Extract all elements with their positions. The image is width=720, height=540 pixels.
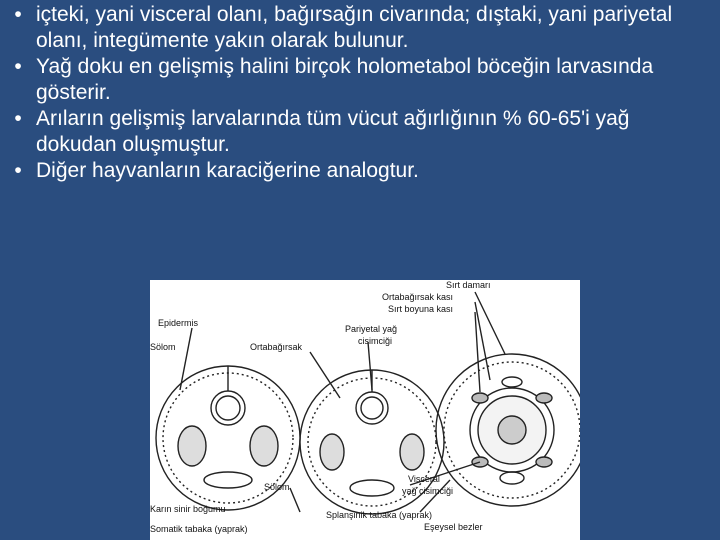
label-sirt-damari: Sırt damarı — [446, 280, 491, 290]
bullet-text: Arıların gelişmiş larvalarında tüm vücut ağırlığının % 60-65'i yağ dokudan oluşmuştur. — [36, 107, 630, 156]
label-cisimcigi-top: cisimciği — [358, 336, 393, 346]
bullet-dot: • — [14, 55, 22, 78]
label-eseysel: Eşeysel bezler — [424, 522, 483, 532]
bullet-dot: • — [14, 3, 22, 26]
label-karin-sinir: Karın sinir boğumu — [150, 504, 226, 514]
label-epidermis: Epidermis — [158, 318, 199, 328]
label-ortabagirsak-kasi: Ortabağırsak kası — [382, 292, 454, 302]
bullet-dot: • — [14, 107, 22, 130]
label-solom-left: Sölom — [150, 342, 176, 352]
bullet-text: içteki, yani visceral olanı, bağırsağın civarında; dıştaki, yani pariyetal olanı, integümente yakın olarak bulunur. — [36, 3, 673, 52]
label-splanknik: Splanşinik tabaka (yaprak) — [326, 510, 433, 520]
label-ortabagirsak: Ortabağırsak — [250, 342, 303, 352]
bullet-item — [8, 158, 714, 184]
bullet-dot: • — [14, 159, 22, 182]
bullet-item — [8, 2, 714, 54]
bullet-text: Diğer hayvanların karaciğerine analogtur. — [36, 159, 419, 182]
label-sirt-boyuna-kasi: Sırt boyuna kası — [388, 304, 454, 314]
label-visceral: Visceral — [408, 474, 440, 484]
cross-section-diagram — [150, 280, 580, 540]
bullet-item — [8, 54, 714, 106]
bullet-text: Yağ doku en gelişmiş halini birçok holometabol böceğin larvasında gösterir. — [36, 55, 654, 104]
label-yag-cisimcigi: yağ cisimciği — [402, 486, 454, 496]
insect-cross-section-figure — [150, 280, 580, 540]
bullet-item — [8, 106, 714, 158]
label-solom-bottom: Sölom — [264, 482, 290, 492]
label-somatik: Somatik tabaka (yaprak) — [150, 524, 248, 534]
label-pariyetal: Pariyetal yağ — [345, 324, 398, 334]
bullet-list — [8, 2, 714, 184]
